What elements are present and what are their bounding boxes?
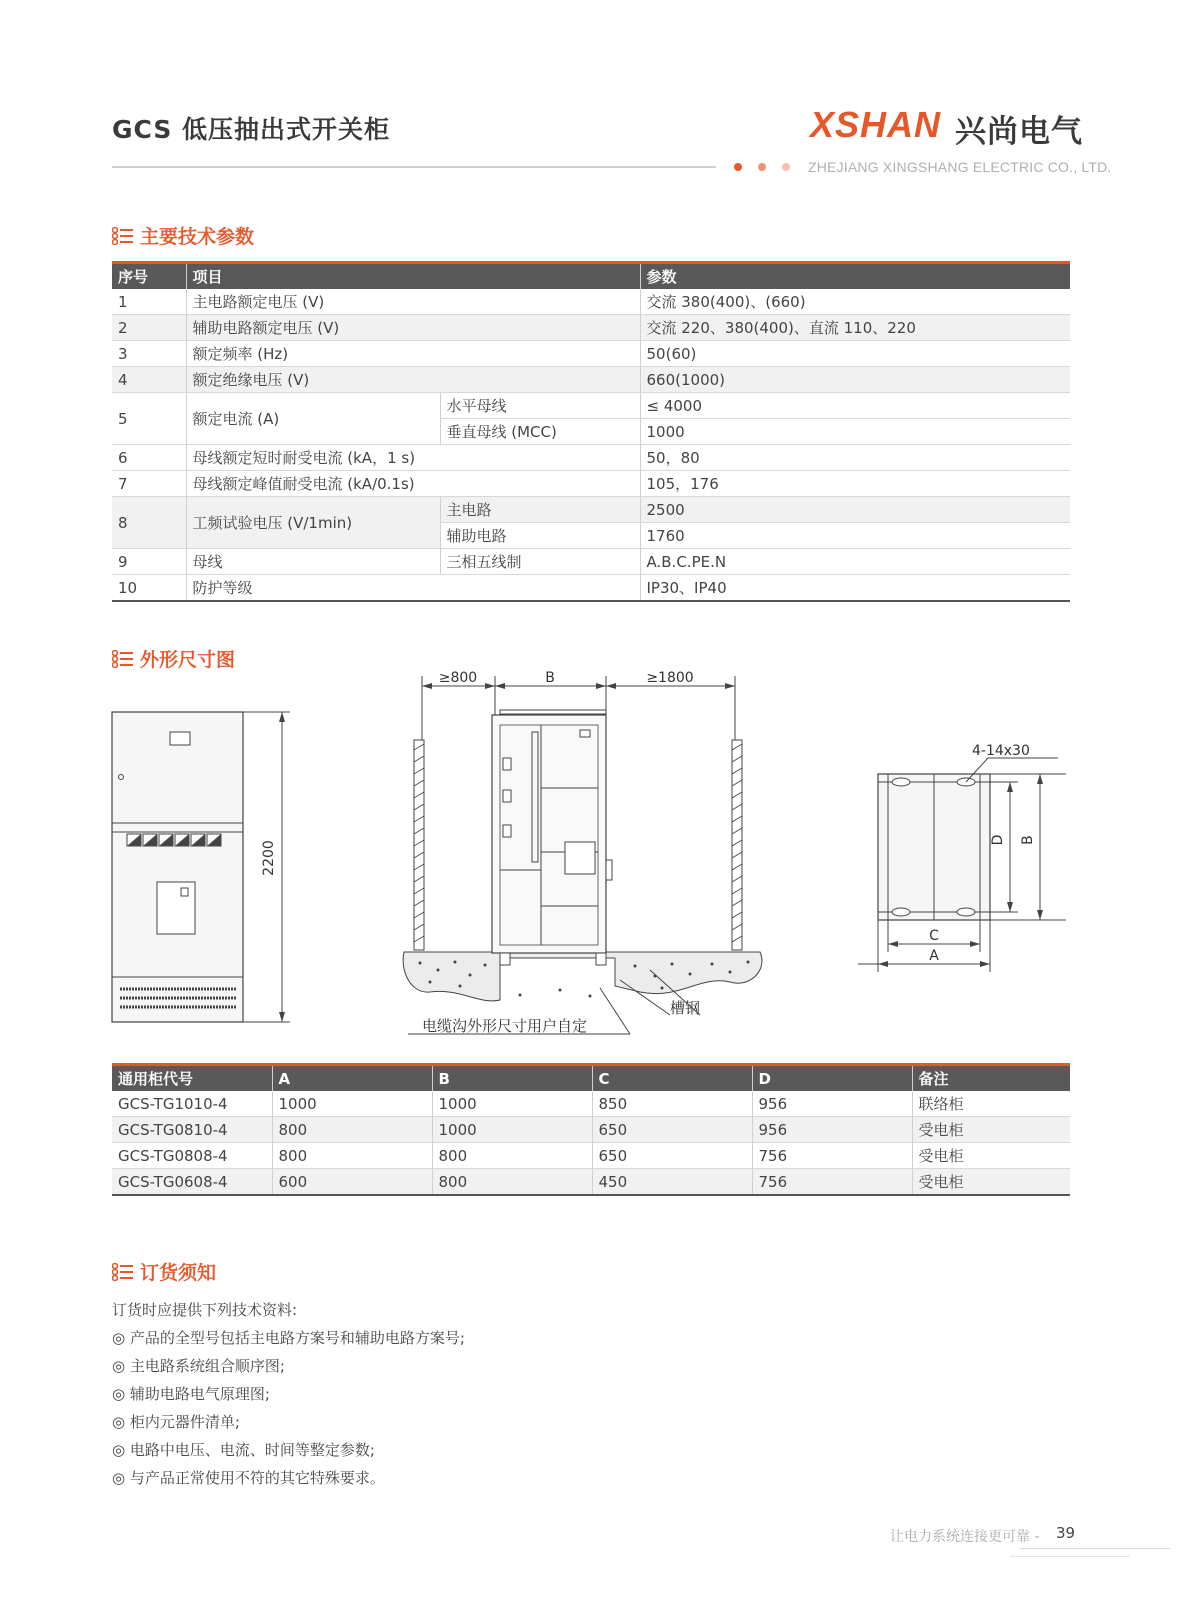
table-row (112, 1169, 1070, 1196)
table-cell: 956 (752, 1091, 912, 1117)
list-item: ◎ 柜内元器件清单; (112, 1413, 240, 1431)
table-cell: 辅助电路额定电压 (V) (186, 315, 640, 341)
table-cell: GCS-TG0808-4 (112, 1143, 272, 1169)
table-cell: 三相五线制 (440, 549, 640, 575)
header-dot (734, 163, 742, 171)
table-cell: 1000 (432, 1117, 592, 1143)
table-cell: 650 (592, 1143, 752, 1169)
brand-logo-cn: 兴尚电气 (955, 114, 1083, 150)
plan-c-label: C (929, 928, 939, 944)
table-row (112, 549, 1070, 575)
table-cell: 母线额定短时耐受电流 (kA，1 s) (186, 445, 640, 471)
table-cell: 受电柜 (912, 1143, 1070, 1169)
table-cell: 450 (592, 1169, 752, 1196)
table-cell: GCS-TG1010-4 (112, 1091, 272, 1117)
table-cell: 9 (112, 549, 186, 575)
cabinet-side-view (400, 670, 770, 1050)
order-intro: 订货时应提供下列技术资料: (112, 1301, 298, 1319)
header-dot (758, 163, 766, 171)
table-cell: 50(60) (640, 341, 1070, 367)
table-cell: 8 (112, 497, 186, 549)
table-cell: 1000 (640, 419, 1070, 445)
table-row (112, 341, 1070, 367)
table-cell: 主电路 (440, 497, 640, 523)
table-row (112, 1091, 1070, 1117)
table-header-cell: B (432, 1065, 592, 1092)
table-row (112, 315, 1070, 341)
plan-a-label: A (929, 948, 939, 964)
section-title-dimensions (112, 645, 235, 672)
table-cell: 3 (112, 341, 186, 367)
table-cell: 额定绝缘电压 (V) (186, 367, 640, 393)
table-cell: 6 (112, 445, 186, 471)
table-cell: 母线 (186, 549, 440, 575)
table-cell: 800 (432, 1143, 592, 1169)
table-cell: 联络柜 (912, 1091, 1070, 1117)
table-cell: 50，80 (640, 445, 1070, 471)
table-cell: 辅助电路 (440, 523, 640, 549)
table-cell: 交流 380(400)、(660) (640, 289, 1070, 315)
table-cell: 105，176 (640, 471, 1070, 497)
side-mid-dim: B (545, 670, 555, 686)
section-title-text: 主要技术参数 (140, 226, 255, 248)
table-cell: 垂直母线 (MCC) (440, 419, 640, 445)
table-cell: 956 (752, 1117, 912, 1143)
table-cell: 800 (432, 1169, 592, 1196)
list-item: ◎ 与产品正常使用不符的其它特殊要求。 (112, 1469, 385, 1487)
spec-table (112, 261, 1070, 602)
table-header-cell: 通用柜代号 (112, 1065, 272, 1092)
table-cell: 主电路额定电压 (V) (186, 289, 640, 315)
header-dot (782, 163, 790, 171)
side-right-dim: ≥1800 (646, 670, 694, 686)
footer-divider (1020, 1548, 1170, 1549)
table-cell: 4 (112, 367, 186, 393)
section-title-order (112, 1258, 216, 1285)
table-header-cell: 项目 (186, 263, 640, 290)
list-item: ◎ 主电路系统组合顺序图; (112, 1357, 285, 1375)
table-cell: 600 (272, 1169, 432, 1196)
list-icon (112, 650, 134, 668)
table-cell: 5 (112, 393, 186, 445)
table-cell: 756 (752, 1143, 912, 1169)
table-cell: 2500 (640, 497, 1070, 523)
table-cell: 工频试验电压 (V/1min) (186, 497, 440, 549)
channel-steel-label: 槽钢 (670, 999, 701, 1017)
table-header-cell: 序号 (112, 263, 186, 290)
table-cell: 800 (272, 1143, 432, 1169)
list-item: ◎ 辅助电路电气原理图; (112, 1385, 270, 1403)
footer-slogan: 让电力系统连接更可靠 - (890, 1529, 1040, 1545)
table-cell: A.B.C.PE.N (640, 549, 1070, 575)
page-number: 39 (1056, 1524, 1076, 1542)
page-title: GCS 低压抽出式开关柜 (112, 115, 391, 144)
table-cell: GCS-TG0810-4 (112, 1117, 272, 1143)
table-cell: 水平母线 (440, 393, 640, 419)
table-row (112, 367, 1070, 393)
table-cell: IP30、IP40 (640, 575, 1070, 602)
section-title-spec (112, 222, 254, 249)
table-row (112, 393, 1070, 419)
cable-trench-label: 电缆沟外形尺寸用户自定 (422, 1017, 588, 1035)
table-cell: 756 (752, 1169, 912, 1196)
table-row (112, 1117, 1070, 1143)
cabinet-front-view (105, 700, 305, 1030)
table-cell: 受电柜 (912, 1117, 1070, 1143)
list-icon (112, 227, 134, 245)
table-cell: 1000 (432, 1091, 592, 1117)
order-notes (112, 1296, 465, 1492)
table-cell: 防护等级 (186, 575, 640, 602)
plan-d-label: D (990, 834, 1006, 846)
table-cell: 850 (592, 1091, 752, 1117)
table-cell: 母线额定峰值耐受电流 (kA/0.1s) (186, 471, 640, 497)
table-header-cell: D (752, 1065, 912, 1092)
table-cell: 1760 (640, 523, 1070, 549)
list-item: ◎ 产品的全型号包括主电路方案号和辅助电路方案号; (112, 1329, 465, 1347)
table-row (112, 471, 1070, 497)
table-row (112, 575, 1070, 602)
table-cell: 1 (112, 289, 186, 315)
cabinet-plan-view (858, 740, 1068, 980)
table-cell: 650 (592, 1117, 752, 1143)
table-cell: 660(1000) (640, 367, 1070, 393)
front-height-label: 2200 (261, 840, 277, 876)
header-divider (112, 166, 716, 168)
table-cell: 2 (112, 315, 186, 341)
list-item: ◎ 电路中电压、电流、时间等整定参数; (112, 1441, 375, 1459)
table-row (112, 1143, 1070, 1169)
table-cell: 7 (112, 471, 186, 497)
table-cell: GCS-TG0608-4 (112, 1169, 272, 1196)
hole-spec-label: 4-14x30 (972, 743, 1030, 759)
plan-b-label: B (1020, 835, 1036, 845)
side-left-dim: ≥800 (438, 670, 478, 686)
table-cell: ≤ 4000 (640, 393, 1070, 419)
table-cell: 受电柜 (912, 1169, 1070, 1196)
section-title-text: 订货须知 (140, 1262, 217, 1284)
section-title-text: 外形尺寸图 (140, 649, 236, 671)
table-cell: 800 (272, 1117, 432, 1143)
table-cell: 交流 220、380(400)、直流 110、220 (640, 315, 1070, 341)
table-row (112, 445, 1070, 471)
table-cell: 额定频率 (Hz) (186, 341, 640, 367)
table-header-cell: A (272, 1065, 432, 1092)
footer-divider (1010, 1556, 1130, 1557)
table-header-cell: C (592, 1065, 752, 1092)
list-icon (112, 1263, 134, 1281)
dimension-table (112, 1063, 1070, 1196)
table-cell: 1000 (272, 1091, 432, 1117)
table-row (112, 497, 1070, 523)
table-cell: 额定电流 (A) (186, 393, 440, 445)
table-header-cell: 备注 (912, 1065, 1070, 1092)
brand-logo-en: XSHAN (810, 104, 942, 145)
table-header-row (112, 1065, 1070, 1092)
table-header-cell: 参数 (640, 263, 1070, 290)
table-header-row (112, 263, 1070, 290)
company-name: ZHEJIANG XINGSHANG ELECTRIC CO., LTD. (808, 159, 1112, 175)
table-row (112, 289, 1070, 315)
table-cell: 10 (112, 575, 186, 602)
